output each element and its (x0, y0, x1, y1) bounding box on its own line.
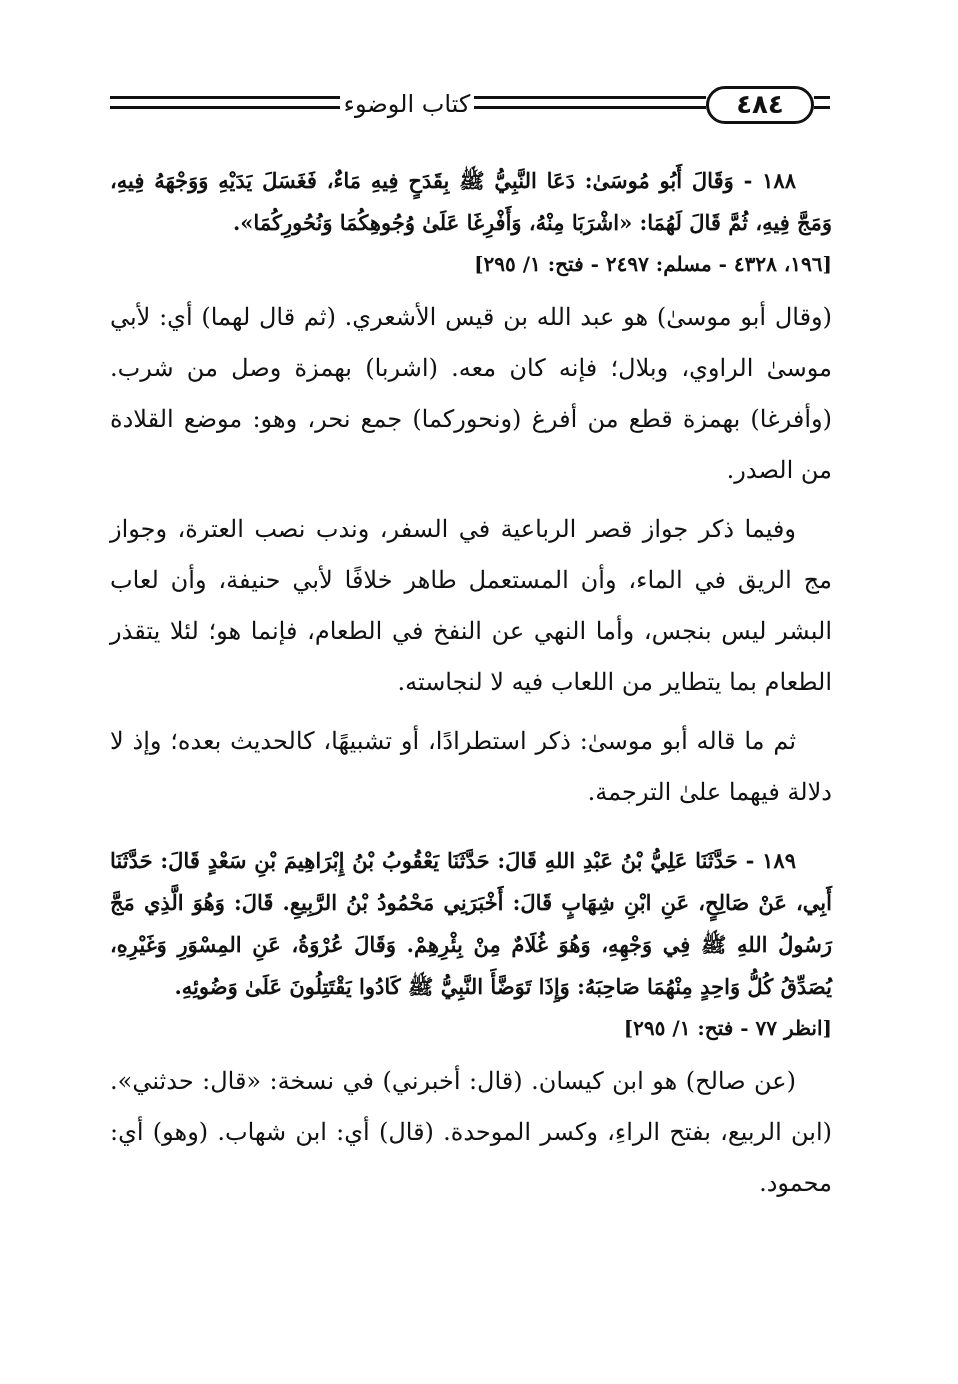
commentary-paragraph: (وقال أبو موسىٰ) هو عبد الله بن قيس الأشعري. (ثم قال لهما) أي: لأبي موسىٰ الراوي، وبلال؛ فإنه كان معه. (اشربا) بهمزة وصل من شرب. (وأفرغا) بهمزة قطع من أفرغ (ونحوركما) جمع نحر، وهو: موضع القلادة من الصدر. (110, 303, 832, 484)
header-rule-right-top (814, 96, 830, 99)
commentary-paragraph: ثم ما قاله أبو موسىٰ: ذكر استطرادًا، أو تشبيهًا، كالحديث بعده؛ وإذ لا دلالة فيهما علىٰ الترجمة. (110, 727, 832, 806)
hadith-reference: [١٩٦، ٤٣٢٨ - مسلم: ٢٤٩٧ - فتح: ١/ ٢٩٥] (474, 252, 832, 276)
hadith-section-189 (110, 840, 832, 1209)
header-rule-left-bottom (110, 106, 340, 109)
hadith-text: ١٨٩ - حَدَّثَنَا عَلِيُّ بْنُ عَبْدِ اللهِ قَالَ: حَدَّثَنَا يَعْقُوبُ بْنُ إِبْرَاهِيمَ بْنِ سَعْدٍ قَالَ: حَدَّثَنَا أَبِي، عَنْ صَالِحٍ، عَنِ ابْنِ شِهَابٍ قَالَ: أَخْبَرَنِي مَحْمُودُ بْنُ الرَّبِيعِ. قَالَ: وَهُوَ الَّذِي مَجَّ رَسُولُ اللهِ ﷺ فِي وَجْهِهِ، وَهُوَ غُلَامٌ مِنْ بِئْرِهِمْ. وَقَالَ عُرْوَةُ، عَنِ المِسْوَرِ وَغَيْرِهِ، يُصَدِّقُ كُلُّ وَاحِدٍ مِنْهُمَا صَاحِبَهُ: وَإِذَا تَوَضَّأَ النَّبِيُّ ﷺ كَادُوا يَقْتَتِلُونَ عَلَىٰ وَضُوئِهِ. (110, 848, 832, 999)
header-rule-middle-top (474, 96, 706, 99)
header-rule-right-bottom (814, 106, 830, 109)
hadith-reference: [انظر ٧٧ - فتح: ١/ ٢٩٥] (623, 1016, 832, 1040)
section-spacer (110, 826, 832, 840)
hadith-text: ١٨٨ - وَقَالَ أَبُو مُوسَىٰ: دَعَا النَّبِيُّ ﷺ بِقَدَحٍ فِيهِ مَاءٌ، فَغَسَلَ يَدَيْهِ وَوَجْهَهُ فِيهِ، وَمَجَّ فِيهِ، ثُمَّ قَالَ لَهُمَا: «اشْرَبَا مِنْهُ، وَأَفْرِغَا عَلَىٰ وُجُوهِكُمَا وَنُحُورِكُمَا». (110, 168, 832, 235)
running-title: كتاب الوضوء (342, 84, 472, 124)
page-header (110, 84, 830, 128)
page-number: ٤٨٤ (706, 86, 814, 124)
hadith-section-188 (110, 160, 832, 818)
header-rule-middle-bottom (474, 106, 706, 109)
page-content (110, 160, 832, 1217)
commentary-paragraph: (عن صالح) هو ابن كيسان. (قال: أخبرني) في نسخة: «قال: حدثني». (ابن الربيع، بفتح الراءِ، وكسر الموحدة. (قال) أي: ابن شهاب. (وهو) أي: محمود. (110, 1067, 832, 1197)
commentary-paragraph: وفيما ذكر جواز قصر الرباعية في السفر، وندب نصب العترة، وجواز مج الريق في الماء، وأن المستعمل طاهر خلافًا لأبي حنيفة، وأن لعاب البشر ليس بنجس، وأما النهي عن النفخ في الطعام، فإنما هو؛ لئلا يتقذر الطعام بما يتطاير من اللعاب فيه لا لنجاسته. (110, 515, 832, 696)
header-rule-left-top (110, 96, 340, 99)
